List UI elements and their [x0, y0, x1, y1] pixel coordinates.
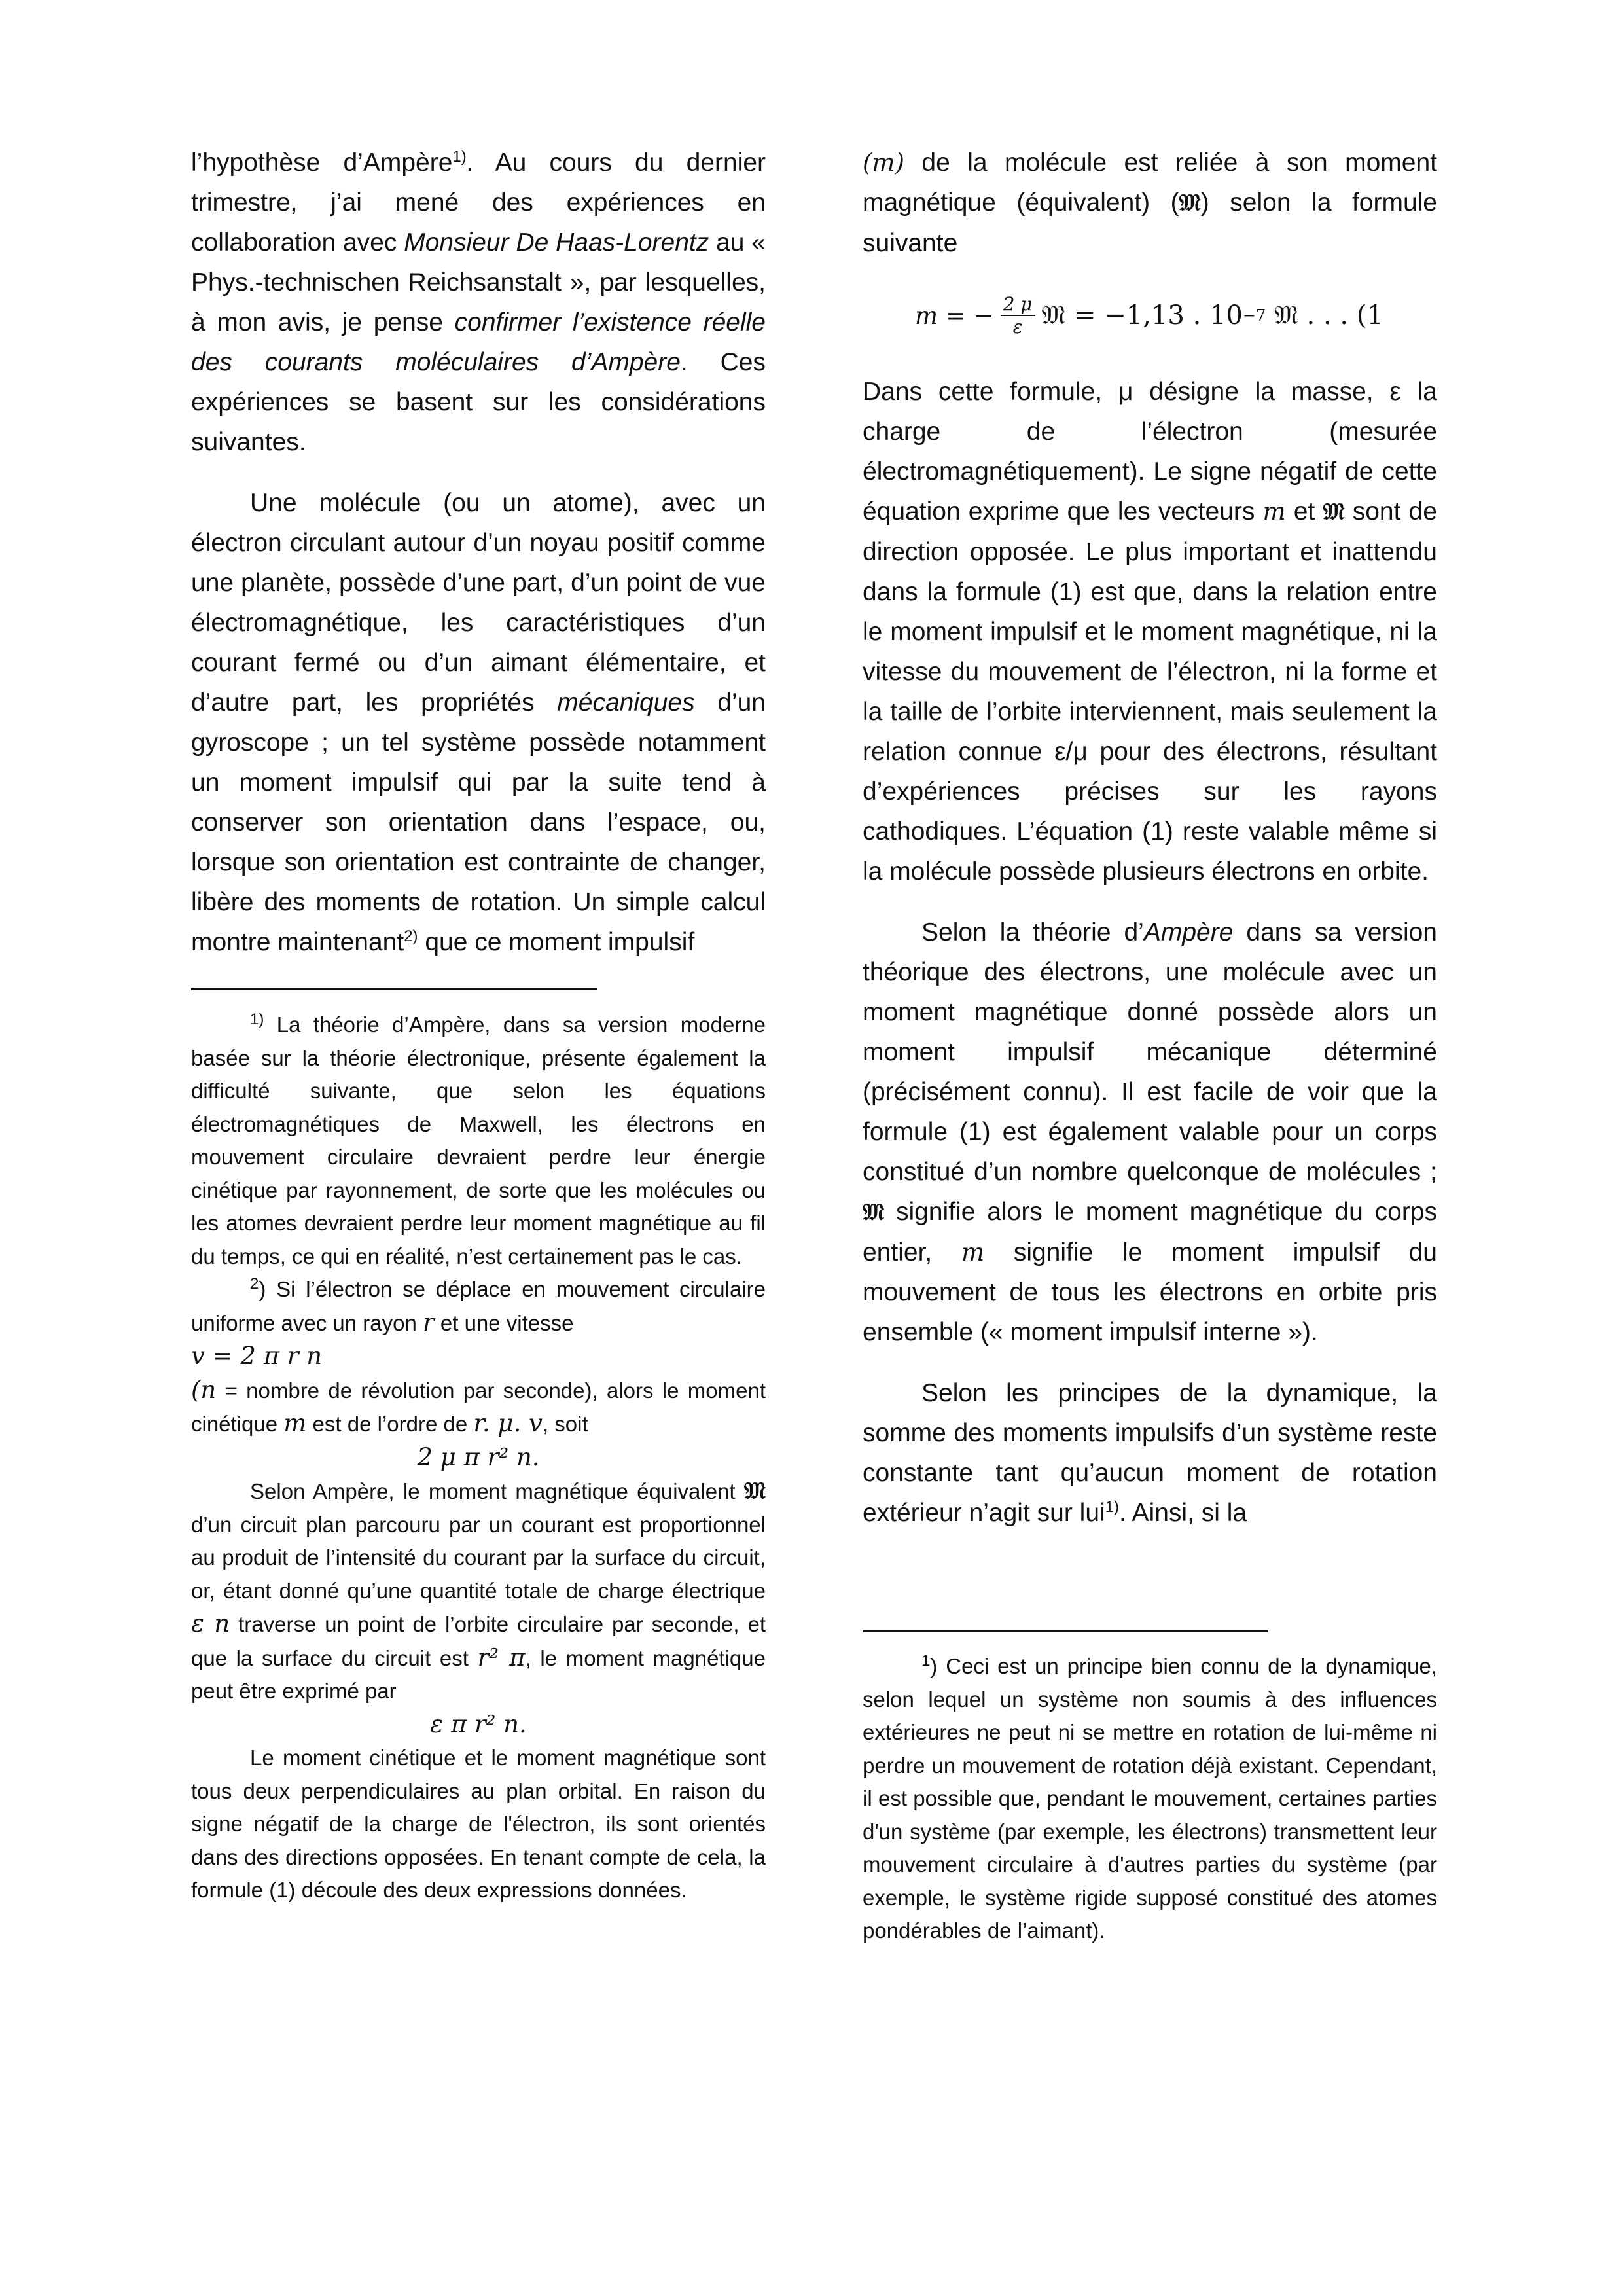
fraction	[1001, 293, 1035, 338]
text-segment: l’hypothèse d’Ampère	[191, 149, 453, 177]
footnote-formula	[191, 1441, 766, 1475]
footnote-separator	[863, 1630, 1268, 1632]
footnote-marker: 1)	[452, 148, 467, 166]
text-segment: d’un circuit plan parcouru par un courant est proportionnel au produit de l’intensité du courant par la surface du circuit, or, étant donné qu’une quantité totale de charge électrique	[191, 1512, 766, 1603]
text-segment: confirmer l’existence réelle des courants moléculaires d’Ampère	[191, 308, 766, 376]
math-expression: 2 μ π r² n.	[417, 1443, 540, 1471]
footnote-marker: 2	[250, 1275, 259, 1293]
paragraph	[863, 912, 1437, 1352]
footnote-marker: 1	[921, 1652, 931, 1670]
text-segment: Selon Ampère, le moment magnétique équivalent	[250, 1479, 744, 1503]
math-expression: m	[1262, 497, 1286, 526]
text-segment: traverse un point de l’orbite circulaire par seconde, et que la surface du circuit est	[191, 1612, 766, 1670]
left-column	[191, 143, 766, 1907]
fraktur-symbol: 𝔐	[1323, 498, 1345, 526]
equation-lhs: m = −	[915, 301, 994, 330]
fraktur-symbol: 𝔐	[1179, 189, 1201, 217]
footnote	[863, 1650, 1437, 1948]
text-segment: de la molécule est reliée à son moment magnétique (équivalent) (	[863, 149, 1437, 217]
math-expression: (m)	[863, 149, 904, 177]
text-segment: . Ainsi, si la	[1119, 1499, 1247, 1527]
paragraph	[863, 143, 1437, 263]
fraktur-symbol: 𝔐	[743, 1477, 766, 1505]
footnote-marker: 1)	[1105, 1498, 1120, 1516]
text-segment: Selon la théorie d’	[921, 918, 1144, 946]
text-segment: au « Phys.-technischen Reichsanstalt », par lesquelles, à mon avis, je pense	[191, 228, 766, 336]
text-segment: Monsieur De Haas-Lorentz	[404, 228, 709, 257]
text-segment: ) Ceci est un principe bien connu de la dynamique, selon lequel un système non soumis à des influences extérieures ne peut ni se mettre en rotation de lui-même ni perdre un mouvement de rotation déjà existant. Cependant, il est possible que, pendant le mouvement, certaines parties d'un système (par exemple, les électrons) transmettent leur mouvement circulaire à d'autres parties du système (par exemple, le système rigide supposé constitué des atomes pondérables de l’aimant).	[863, 1654, 1437, 1943]
text-segment: et	[1285, 497, 1323, 526]
math-expression: v = 2 π r n	[191, 1342, 323, 1370]
text-segment: , le moment magnétique peut être exprimé par	[191, 1645, 766, 1703]
footnote	[191, 1273, 766, 1340]
math-expression: ε n	[191, 1609, 230, 1638]
text-segment: , soit	[542, 1412, 588, 1436]
text-segment: signifie le moment impulsif du mouvement de tous les électrons en orbite pris ensemble (« moment impulsif interne »).	[863, 1238, 1437, 1346]
text-segment: Dans cette formule, μ désigne la masse, ε la charge de l’électron (mesurée électromagnétiquement). Le signe négatif de cette équation exprime que les vecteurs	[863, 378, 1437, 526]
math-expression: m	[283, 1409, 307, 1437]
footnote	[191, 1475, 766, 1708]
text-segment: = nombre de révolution par seconde), alors le moment cinétique	[191, 1378, 766, 1436]
text-segment: dans sa version théorique des électrons, une molécule avec un moment magnétique donné possède alors un moment impulsif mécanique déterminé (précisément connu). Il est facile de voir que la formule (1) est également valable pour un corps constitué d’un nombre quelconque de molécules ;	[863, 918, 1437, 1186]
text-segment: . Au cours du dernier trimestre, j’ai mené des expériences en collaboration avec	[191, 149, 766, 257]
paragraph	[191, 483, 766, 962]
footnote	[191, 1742, 766, 1907]
math-expression: (n	[191, 1375, 217, 1404]
footnote	[191, 1374, 766, 1441]
text-segment: . Ces expériences se basent sur les considérations suivantes.	[191, 348, 766, 456]
text-segment: Le moment cinétique et le moment magnétique sont tous deux perpendiculaires au plan orbital. En raison du signe négatif de la charge de l'électron, ils sont orientés dans des directions opposées. En tenant compte de cela, la formule (1) découle des deux expressions données.	[191, 1746, 766, 1902]
fraction-denominator: ε	[1012, 316, 1023, 338]
equation-1: m = − $\frac{2 \mu}{\varepsilon}$ 𝔐 = −1,13 . 10 −7 𝔐 . . . (1	[915, 293, 1383, 338]
text-segment: ) Si l’électron se déplace en mouvement circulaire uniforme avec un rayon	[191, 1277, 766, 1335]
text-segment: que ce moment impulsif	[418, 928, 695, 956]
paragraph	[863, 1373, 1437, 1533]
right-column	[863, 143, 1437, 1948]
text-segment: mécaniques	[557, 689, 695, 717]
footnote-separator	[191, 988, 597, 990]
footnote-formula	[191, 1708, 766, 1742]
text-segment: Ampère	[1143, 918, 1234, 946]
text-segment: ) selon la formule suivante	[863, 188, 1437, 257]
text-segment: d’un gyroscope ; un tel système possède notamment un moment impulsif qui par la suite tend à conserver son orientation dans l’espace, ou, lorsque son orientation est contrainte de changer, libère des moments de rotation. Un simple calcul montre maintenant	[191, 689, 766, 956]
text-segment: est de l’ordre de	[306, 1412, 474, 1436]
math-expression: r	[423, 1308, 435, 1336]
footnote-marker: 2)	[404, 927, 418, 945]
math-expression: r² π	[477, 1643, 526, 1672]
equation-tail: 𝔐 . . . (1	[1274, 300, 1383, 331]
paragraph	[191, 143, 766, 462]
text-segment: Une molécule (ou un atome), avec un électron circulant autour d’un noyau positif comme une planète, possède d’une part, d’un point de vue électromagnétique, les caractéristiques d’un courant fermé ou d’un aimant élémentaire, et d’autre part, les propriétés	[191, 489, 766, 717]
equation-rhs: 𝔐 = −1,13 . 10	[1041, 300, 1243, 331]
paragraph	[863, 372, 1437, 891]
footnote	[191, 1009, 766, 1273]
text-segment: Selon les principes de la dynamique, la somme des moments impulsifs d’un système reste constante tant qu’aucun moment de rotation extérieur n’agit sur lui	[863, 1379, 1437, 1527]
math-expression: m	[961, 1238, 985, 1266]
text-segment: sont de direction opposée. Le plus important et inattendu dans la formule (1) est que, dans la relation entre le moment impulsif et le moment magnétique, ni la vitesse du mouvement de l’électron, ni la forme et la taille de l’orbite interviennent, mais seulement la relation connue ε/μ pour des électrons, résultant d’expériences précises sur les rayons cathodiques. L’équation (1) reste valable même si la molécule possède plusieurs électrons en orbite.	[863, 497, 1437, 886]
math-expression: r. μ. v	[473, 1409, 543, 1437]
text-segment: signifie alors le moment magnétique du corps entier,	[863, 1198, 1437, 1266]
footnote-formula	[191, 1340, 766, 1374]
text-segment: et une vitesse	[434, 1310, 574, 1335]
text-segment: La théorie d’Ampère, dans sa version moderne basée sur la théorie électronique, présente également la difficulté suivante, que selon les équations électromagnétiques de Maxwell, les électrons en mouvement circulaire devraient perdre leur énergie cinétique par rayonnement, de sorte que les molécules ou les atomes devraient perdre leur moment magnétique au fil du temps, ce qui en réalité, n’est certainement pas le cas.	[191, 1013, 766, 1268]
fraktur-symbol: 𝔐	[863, 1198, 885, 1226]
math-expression: ε π r² n.	[430, 1710, 527, 1738]
footnote-marker: 1)	[250, 1011, 264, 1028]
fraction-numerator: 2 μ	[1001, 293, 1035, 316]
